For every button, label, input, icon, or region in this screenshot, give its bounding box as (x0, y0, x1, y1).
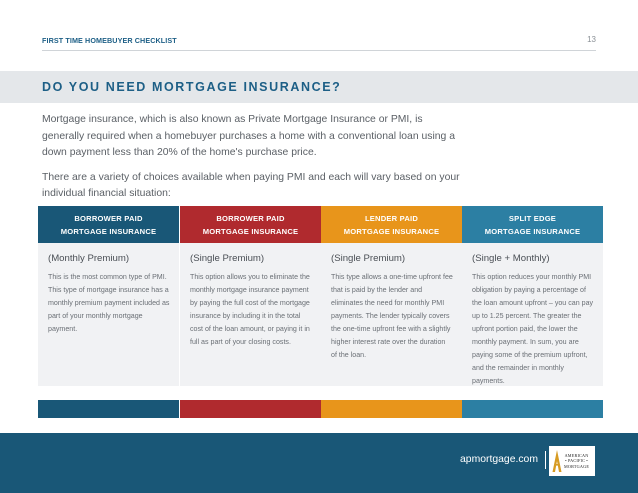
company-logo (549, 446, 595, 476)
column-title-line1: LENDER PAID (364, 213, 419, 223)
logo-a-mark-icon (552, 449, 562, 473)
website-link[interactable]: apmortgage.com (460, 454, 538, 465)
column-footer-bar (462, 400, 603, 418)
column-subtitle: (Single Premium) (331, 253, 406, 264)
column-header-borrower-paid-monthly (38, 206, 179, 243)
column-body-lender-paid (321, 243, 462, 386)
column-footer-bar (180, 400, 321, 418)
footer-band (0, 433, 638, 493)
column-title-line1: BORROWER PAID (74, 213, 143, 223)
intro-text (42, 112, 462, 211)
column-subtitle: (Single + Monthly) (472, 253, 550, 264)
intro-paragraph-2: There are a variety of choices available when paying PMI and each will vary based on your individual financial situation: (42, 171, 460, 199)
column-title-line1: SPLIT EDGE (508, 213, 557, 223)
column-title-line2: MORTGAGE INSURANCE (343, 226, 440, 236)
column-header-split-edge (462, 206, 603, 243)
logo-line-1: AMERICAN (564, 453, 589, 459)
logo-line-3: MORTGAGE (564, 463, 590, 469)
column-title-line2: MORTGAGE INSURANCE (484, 226, 581, 236)
column-body-borrower-paid-monthly (38, 243, 179, 386)
column-body-borrower-paid-single (180, 243, 321, 386)
column-footer-bar (321, 400, 462, 418)
column-subtitle: (Monthly Premium) (48, 253, 130, 264)
header-divider (42, 50, 596, 51)
intro-paragraph-1: Mortgage insurance, which is also known as Private Mortgage Insurance or PMI, is generally required when a homebuyer purchases a home with a conventional loan using a down payment less than 20% of the home's purchase price. (42, 114, 455, 158)
column-description: This option allows you to eliminate the monthly mortgage insurance payment by paying the full cost of the mortgage insurance by including it in the total cost of the loan amount, or paying it in full as part of your closing costs. (190, 273, 310, 346)
column-header-borrower-paid-single (180, 206, 321, 243)
header-label: FIRST TIME HOMEBUYER CHECKLIST (42, 36, 177, 45)
section-title-band (0, 71, 638, 103)
column-description: This option reduces your monthly PMI obligation by paying a percentage of the loan amount upfront – you can pay up to 1.25 percent. The greater the upfront portion paid, the lower the monthly payment. In sum, you are paying some of the premium upfront, and the remainder in monthly payments. (472, 273, 594, 385)
column-header-lender-paid (321, 206, 462, 243)
column-footer-bar (38, 400, 179, 418)
section-title: DO YOU NEED MORTGAGE INSURANCE? (42, 80, 342, 94)
column-subtitle: (Single Premium) (190, 253, 265, 264)
footer-separator (545, 451, 546, 469)
column-body-split-edge (462, 243, 603, 386)
column-title-line1: BORROWER PAID (216, 213, 285, 223)
column-description: This is the most common type of PMI. This type of mortgage insurance has a monthly premium payment included as part of your monthly mortgage payment. (48, 273, 170, 333)
logo-line-2: • PACIFIC • (565, 458, 588, 464)
logo-wordmark (564, 453, 589, 469)
column-title-line2: MORTGAGE INSURANCE (202, 226, 299, 236)
column-title-line2: MORTGAGE INSURANCE (60, 226, 157, 236)
page-number: 13 (587, 35, 596, 44)
column-description: This type allows a one-time upfront fee that is paid by the lender and eliminates the need for monthly PMI payments. The lender typically covers the one-time upfront fee with a slightly higher interest rate over the duration of the loan. (331, 273, 453, 359)
